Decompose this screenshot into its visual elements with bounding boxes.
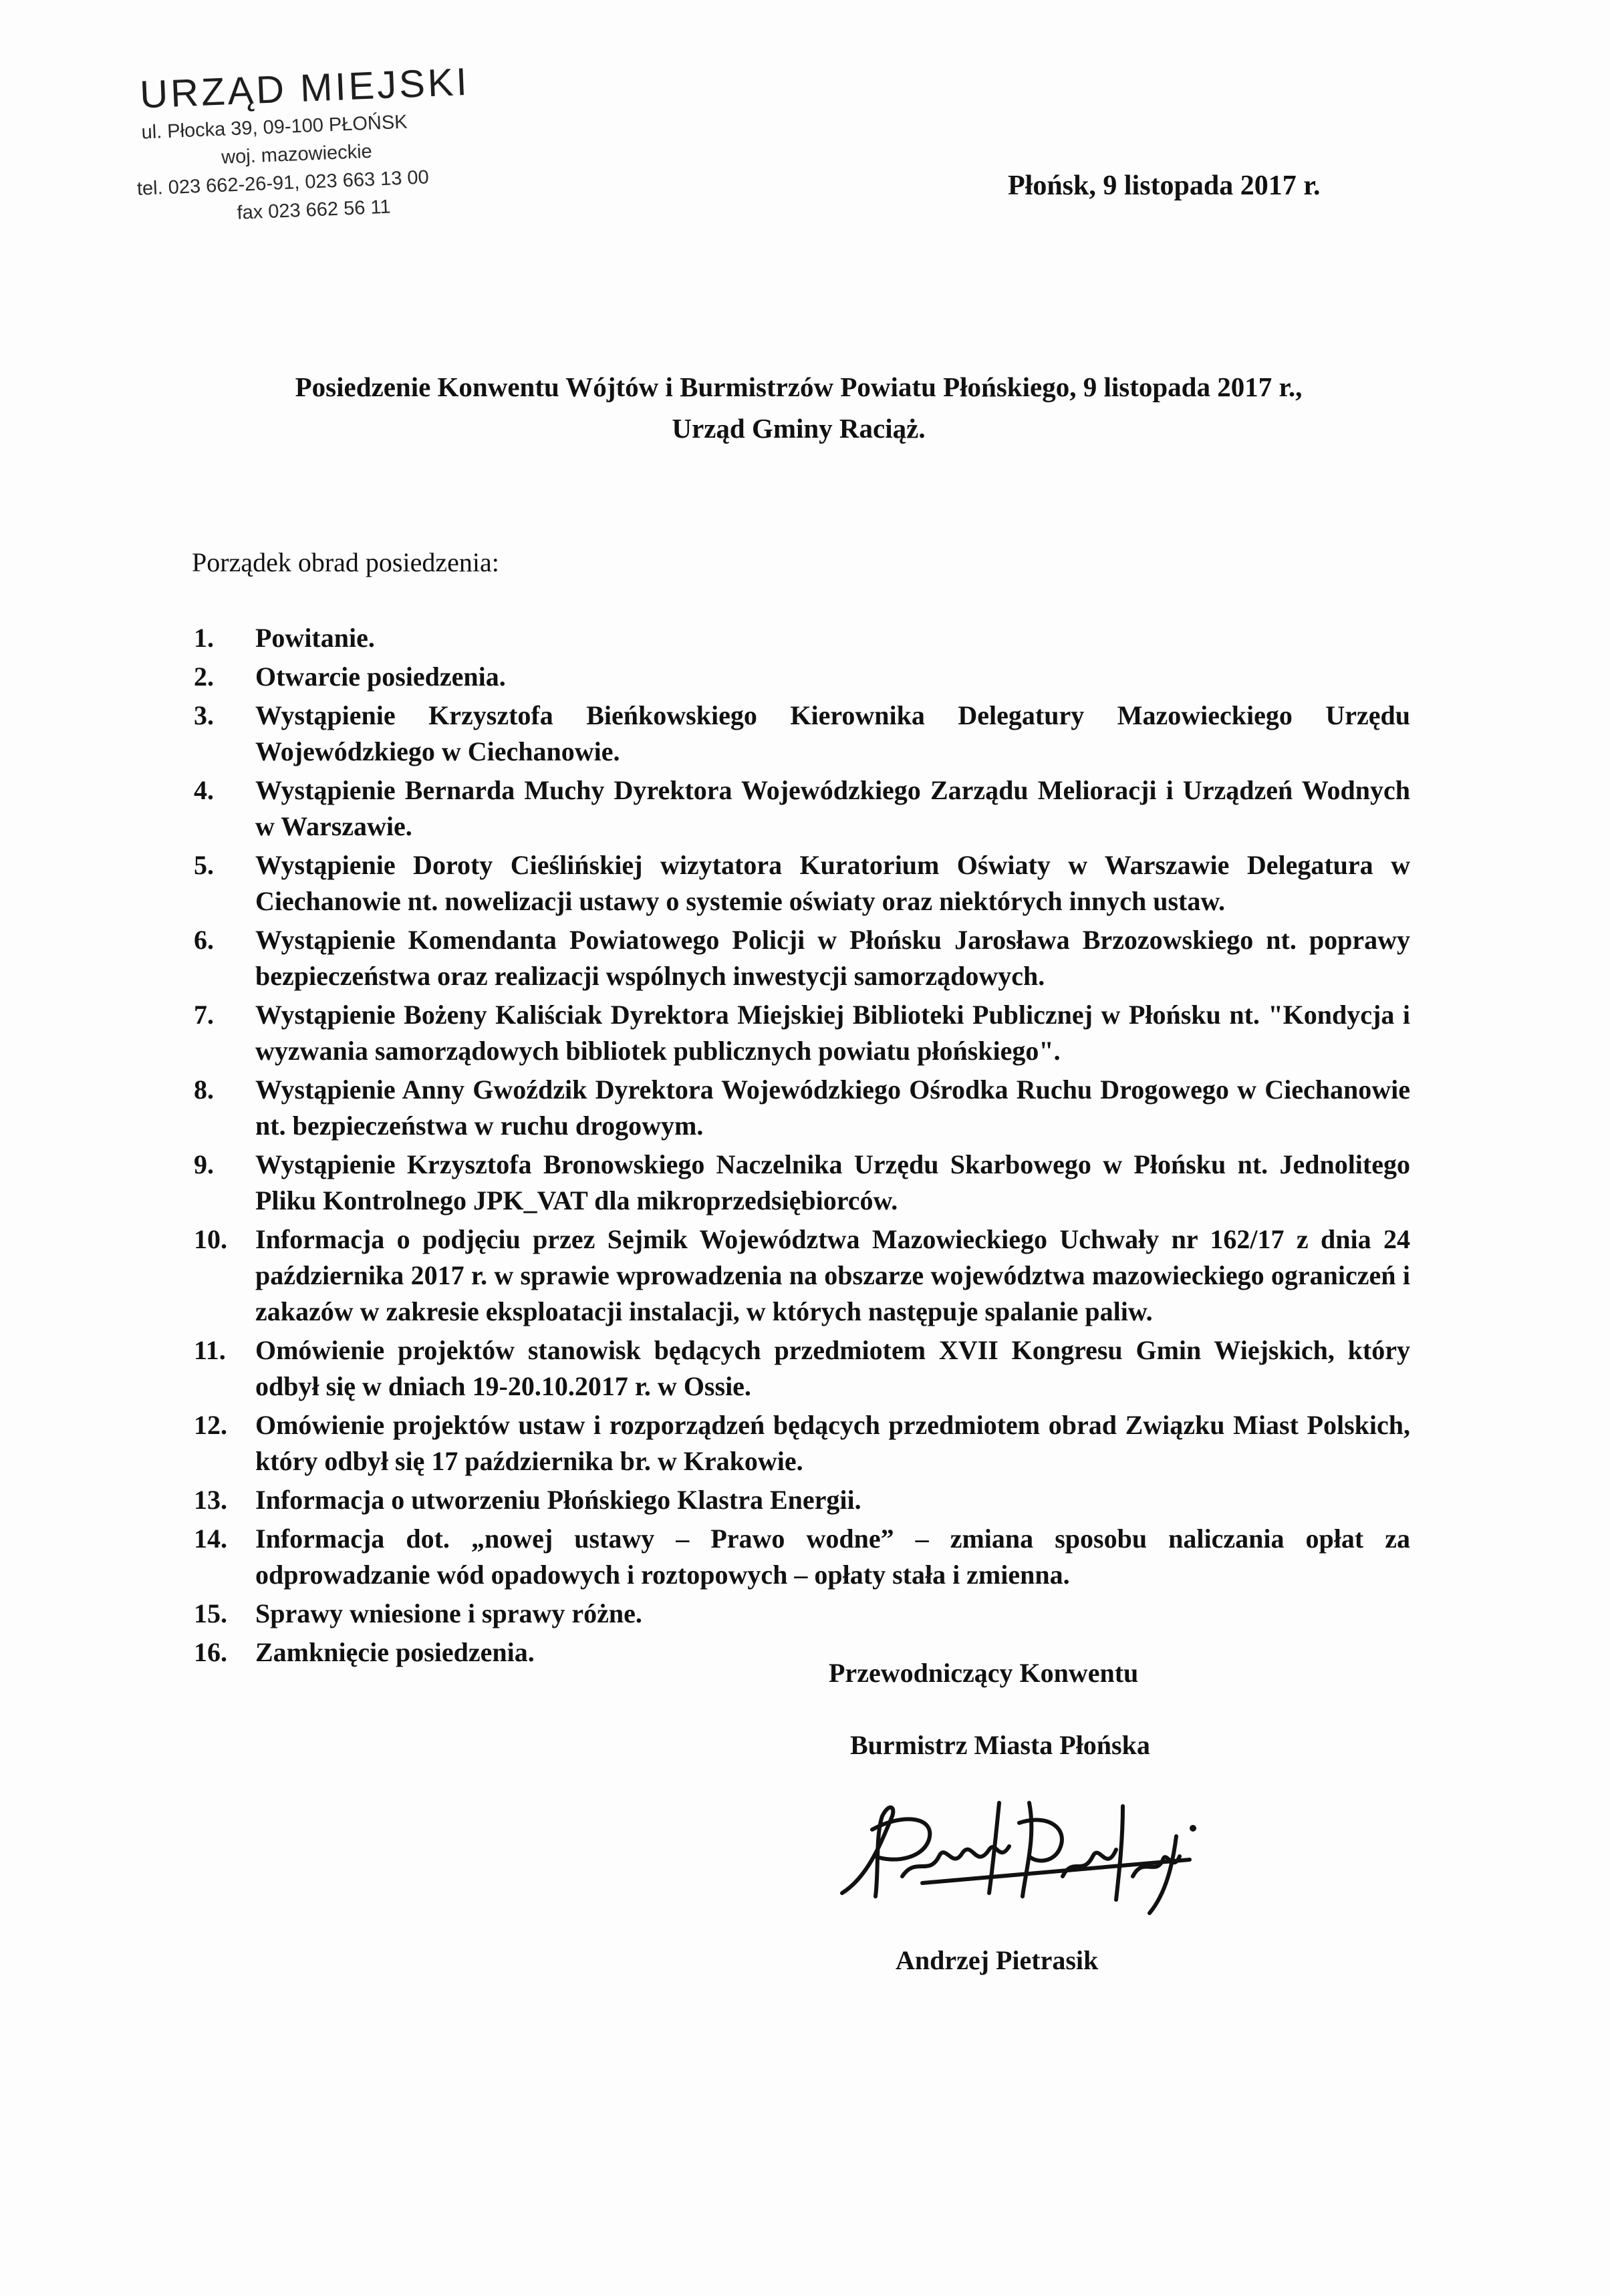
agenda-heading: Porządek obrad posiedzenia:	[192, 547, 499, 577]
document-date: Płońsk, 9 listopada 2017 r.	[1008, 170, 1321, 201]
stamp-office-name: URZĄD MIEJSKI	[139, 59, 471, 117]
agenda-list	[194, 620, 1410, 1673]
agenda-item-number: 5.	[194, 850, 214, 880]
agenda-item	[194, 922, 1410, 994]
agenda-item	[194, 698, 1410, 770]
agenda-item-number: 1.	[194, 623, 214, 653]
agenda-item	[194, 1634, 1410, 1671]
agenda-item	[194, 620, 1410, 656]
agenda-item-number: 12.	[194, 1410, 227, 1440]
office-stamp	[132, 56, 539, 231]
agenda-item	[194, 1332, 1410, 1405]
agenda-item-text: Sprawy wniesione i sprawy różne.	[255, 1598, 642, 1628]
stamp-fax: fax 023 662 56 11	[236, 196, 392, 224]
signatory-role-chair: Przewodniczący Konwentu	[829, 1658, 1139, 1688]
agenda-item-number: 15.	[194, 1598, 227, 1628]
agenda-item-text: Powitanie.	[255, 623, 375, 653]
agenda-item-number: 10.	[194, 1224, 227, 1254]
agenda-item-text: Wystąpienie Bożeny Kaliściak Dyrektora Miejskiej Biblioteki Publicznej w Płońsku nt. "Kondycja i wyzwania samorządowych bibliotek publicznych powiatu płońskiego".	[255, 1000, 1410, 1066]
agenda-item-text: Wystąpienie Doroty Cieślińskiej wizytatora Kuratorium Oświaty w Warszawie Delegatura w Ciechanowie nt. nowelizacji ustawy o systemie oświaty oraz niektórych innych ustaw.	[255, 850, 1410, 916]
agenda-item-number: 2.	[194, 662, 214, 692]
signatory-role-mayor: Burmistrz Miasta Płońska	[850, 1730, 1150, 1760]
stamp-region: woj. mazowieckie	[221, 140, 373, 168]
agenda-item-number: 16.	[194, 1637, 227, 1667]
agenda-item-number: 9.	[194, 1149, 214, 1179]
agenda-item-number: 4.	[194, 775, 214, 805]
agenda-item-number: 7.	[194, 1000, 214, 1030]
stamp-phone: tel. 023 662-26-91, 023 663 13 00	[136, 166, 430, 200]
agenda-item-number: 11.	[194, 1335, 226, 1365]
title-line-2: Urząd Gminy Raciąż.	[672, 413, 926, 444]
stamp-address: ul. Płocka 39, 09-100 PŁOŃSK	[141, 111, 408, 144]
agenda-item	[194, 659, 1410, 695]
agenda-item-text: Otwarcie posiedzenia.	[255, 662, 506, 692]
agenda-item	[194, 1222, 1410, 1330]
agenda-item-number: 3.	[194, 700, 214, 730]
agenda-item	[194, 772, 1410, 845]
agenda-item-text: Informacja dot. „nowej ustawy – Prawo wodne” – zmiana sposobu naliczania opłat za odprowadzanie wód opadowych i roztopowych – opłaty stała i zmienna.	[255, 1524, 1410, 1590]
handwritten-signature	[829, 1776, 1203, 1916]
agenda-item-text: Zamknięcie posiedzenia.	[255, 1637, 535, 1667]
agenda-item	[194, 1482, 1410, 1518]
agenda-item-text: Omówienie projektów stanowisk będących przedmiotem XVII Kongresu Gmin Wiejskich, który odbył się w dniach 19-20.10.2017 r. w Ossie.	[255, 1335, 1410, 1401]
agenda-item	[194, 997, 1410, 1069]
agenda-item	[194, 847, 1410, 919]
agenda-item-number: 8.	[194, 1074, 214, 1105]
agenda-item-number: 13.	[194, 1485, 227, 1515]
agenda-item-text: Informacja o utworzeniu Płońskiego Klastra Energii.	[255, 1485, 861, 1515]
agenda-item-number: 6.	[194, 925, 214, 955]
agenda-item-text: Omówienie projektów ustaw i rozporządzeń będących przedmiotem obrad Związku Miast Polskich, który odbył się 17 października br. w Krakowie.	[255, 1410, 1410, 1476]
title-line-1: Posiedzenie Konwentu Wójtów i Burmistrzów Powiatu Płońskiego, 9 listopada 2017 r.,	[295, 372, 1303, 402]
agenda-item-text: Informacja o podjęciu przez Sejmik Województwa Mazowieckiego Uchwały nr 162/17 z dnia 24 października 2017 r. w sprawie wprowadzenia na obszarze województwa mazowieckiego ograniczeń i zakazów w zakresie eksploatacji instalacji, w których następuje spalanie paliw.	[255, 1224, 1410, 1326]
agenda-item-text: Wystąpienie Anny Gwoździk Dyrektora Wojewódzkiego Ośrodka Ruchu Drogowego w Ciechanowie nt. bezpieczeństwa w ruchu drogowym.	[255, 1074, 1410, 1141]
document-title	[174, 366, 1424, 449]
agenda-item	[194, 1072, 1410, 1144]
agenda-item-text: Wystąpienie Krzysztofa Bronowskiego Naczelnika Urzędu Skarbowego w Płońsku nt. Jednolitego Pliku Kontrolnego JPK_VAT dla mikroprzedsiębiorców.	[255, 1149, 1410, 1215]
agenda-item-text: Wystąpienie Komendanta Powiatowego Policji w Płońsku Jarosława Brzozowskiego nt. poprawy bezpieczeństwa oraz realizacji wspólnych inwestycji samorządowych.	[255, 925, 1410, 991]
agenda-item-text: Wystąpienie Krzysztofa Bieńkowskiego Kierownika Delegatury Mazowieckiego Urzędu Wojewódzkiego w Ciechanowie.	[255, 700, 1410, 766]
signatory-name: Andrzej Pietrasik	[896, 1945, 1099, 1975]
agenda-item	[194, 1596, 1410, 1632]
agenda-item	[194, 1521, 1410, 1593]
agenda-item-text: Wystąpienie Bernarda Muchy Dyrektora Wojewódzkiego Zarządu Melioracji i Urządzeń Wodnych w Warszawie.	[255, 775, 1410, 841]
agenda-item	[194, 1407, 1410, 1479]
agenda-item-number: 14.	[194, 1524, 227, 1554]
agenda-item	[194, 1147, 1410, 1219]
